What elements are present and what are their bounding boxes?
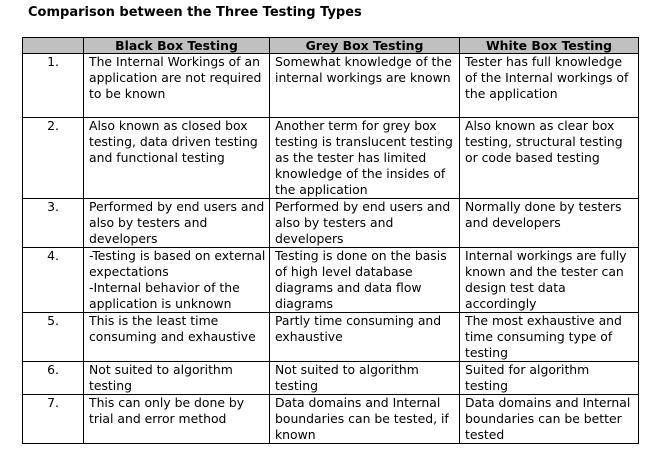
cell-grey-box: Partly time consuming and exhaustive xyxy=(270,313,460,362)
row-number: 1. xyxy=(23,54,84,118)
comparison-table xyxy=(22,37,639,444)
table-header-row xyxy=(23,38,639,54)
cell-grey-box: Another term for grey box testing is translucent testing as the tester has limited knowledge of the insides of the application xyxy=(270,118,460,199)
cell-grey-box: Testing is done on the basis of high level database diagrams and data flow diagrams xyxy=(270,248,460,313)
cell-black-box: This can only be done by trial and error method xyxy=(84,395,270,444)
table-row xyxy=(23,54,639,118)
cell-white-box: Also known as clear box testing, structural testing or code based testing xyxy=(460,118,639,199)
cell-black-box: The Internal Workings of an application are not required to be known xyxy=(84,54,270,118)
header-grey-box: Grey Box Testing xyxy=(270,38,460,54)
cell-white-box: Normally done by testers and developers xyxy=(460,199,639,248)
table-row xyxy=(23,362,639,395)
cell-white-box: Internal workings are fully known and the tester can design test data accordingly xyxy=(460,248,639,313)
cell-grey-box: Not suited to algorithm testing xyxy=(270,362,460,395)
cell-white-box: Data domains and Internal boundaries can be better tested xyxy=(460,395,639,444)
document-title: Comparison between the Three Testing Types xyxy=(28,5,362,20)
cell-white-box: Suited for algorithm testing xyxy=(460,362,639,395)
cell-grey-box: Somewhat knowledge of the internal workings are known xyxy=(270,54,460,118)
table-row xyxy=(23,199,639,248)
cell-black-box: Not suited to algorithm testing xyxy=(84,362,270,395)
cell-black-box: Performed by end users and also by testers and developers xyxy=(84,199,270,248)
cell-white-box: Tester has full knowledge of the Internal workings of the application xyxy=(460,54,639,118)
header-black-box: Black Box Testing xyxy=(84,38,270,54)
header-white-box: White Box Testing xyxy=(460,38,639,54)
cell-grey-box: Data domains and Internal boundaries can be tested, if known xyxy=(270,395,460,444)
table-row xyxy=(23,395,639,444)
table-row xyxy=(23,313,639,362)
cell-black-box: -Testing is based on external expectations -Internal behavior of the application is unknown xyxy=(84,248,270,313)
cell-black-box: This is the least time consuming and exhaustive xyxy=(84,313,270,362)
row-number: 4. xyxy=(23,248,84,313)
row-number: 7. xyxy=(23,395,84,444)
table-row xyxy=(23,118,639,199)
row-number: 2. xyxy=(23,118,84,199)
cell-grey-box: Performed by end users and also by testers and developers xyxy=(270,199,460,248)
row-number: 6. xyxy=(23,362,84,395)
row-number: 3. xyxy=(23,199,84,248)
row-number: 5. xyxy=(23,313,84,362)
cell-white-box: The most exhaustive and time consuming type of testing xyxy=(460,313,639,362)
cell-black-box: Also known as closed box testing, data driven testing and functional testing xyxy=(84,118,270,199)
table-row xyxy=(23,248,639,313)
header-number xyxy=(23,38,84,54)
